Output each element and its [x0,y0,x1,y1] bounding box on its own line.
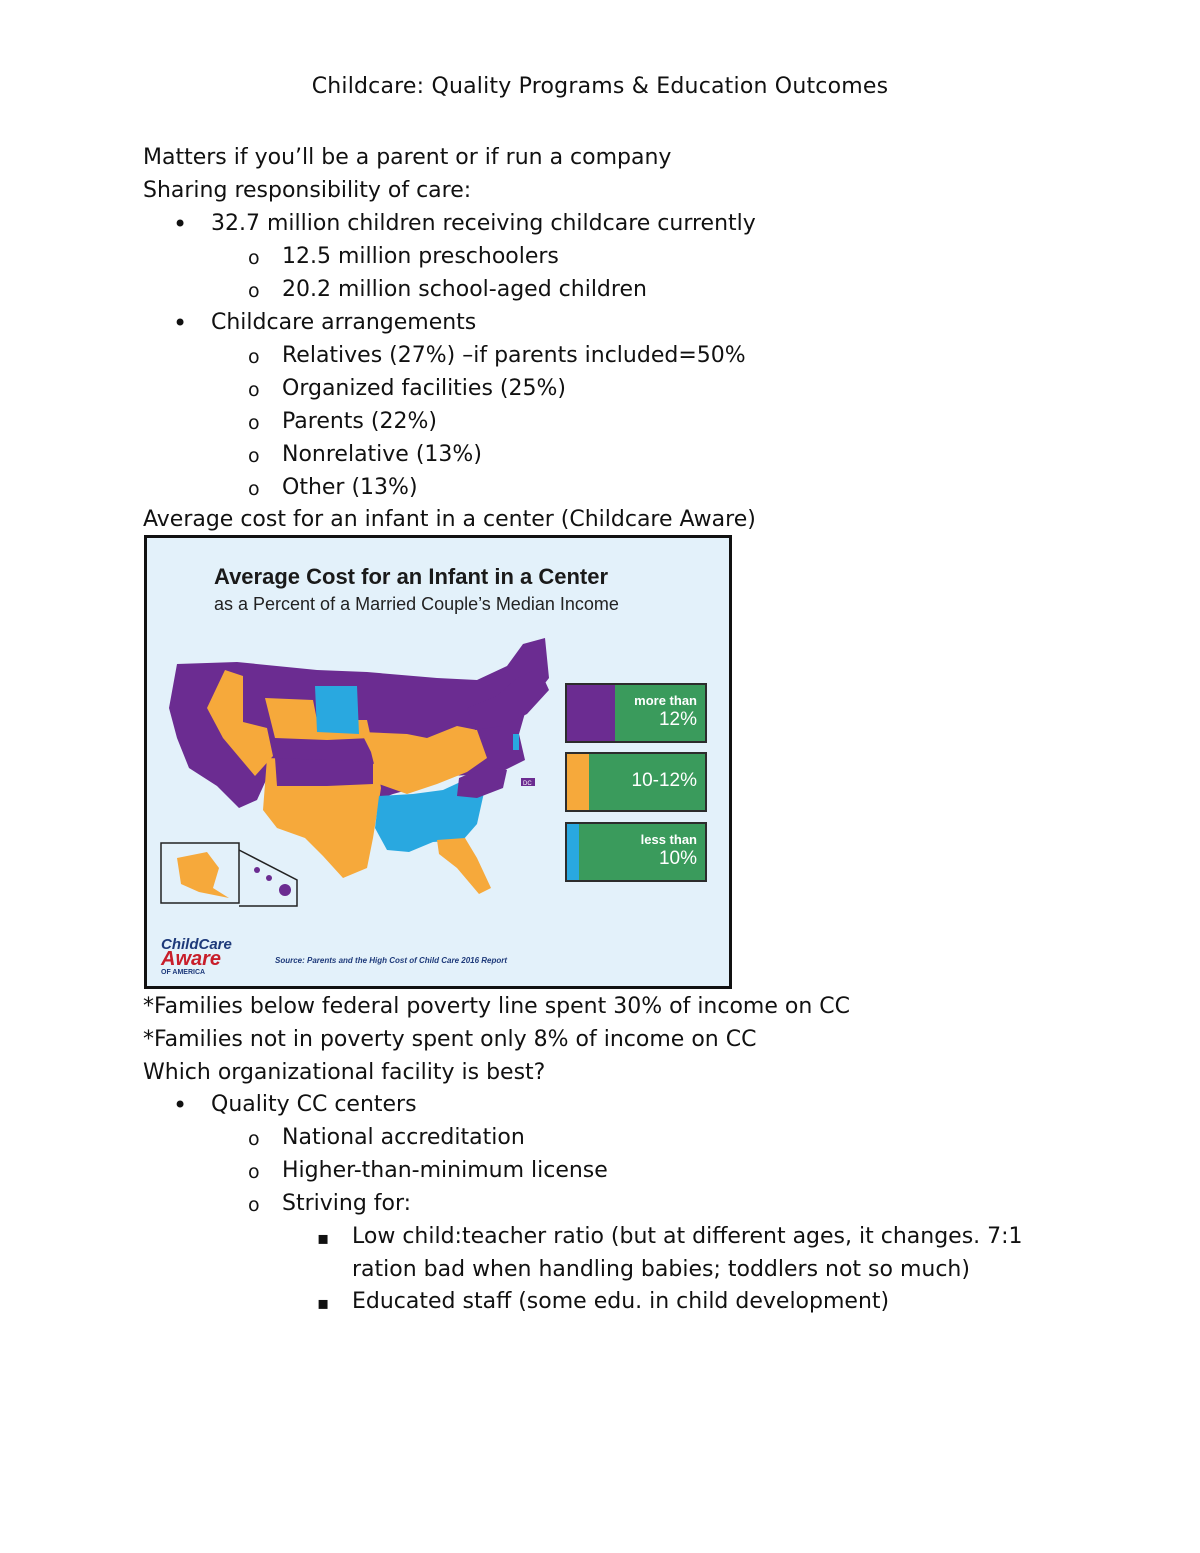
poverty-note: *Families below federal poverty line spent 30% of income on CC [143,994,851,1019]
childcare-aware-logo [161,938,232,980]
bullet-circle-icon [248,408,260,437]
question-line: Which organizational facility is best? [143,1060,546,1085]
sub-item: Striving for: [282,1191,412,1216]
children-bullet: 32.7 million children receiving childcare currently [211,211,756,236]
striving-item: Educated staff (some edu. in child development) [352,1289,890,1314]
map-region-purple [266,875,272,881]
map-region-blue [315,686,359,734]
sub-item: 12.5 million preschoolers [282,244,559,269]
bullet-square-icon [317,1288,329,1318]
bullet-dot-icon [173,210,187,239]
bullet-circle-icon [248,1157,260,1186]
bullet-square-icon [317,1223,329,1253]
figure-source: Source: Parents and the High Cost of Child Care 2016 Report [275,956,508,965]
legend-value: 10% [658,848,697,869]
legend-swatch [567,685,615,741]
legend-more-than-12 [565,683,707,743]
logo-text: OF AMERICA [161,969,206,976]
legend-label: more than [634,693,697,708]
intro-line: Sharing responsibility of care: [143,178,472,203]
legend-10-12 [565,752,707,812]
cost-map-figure [144,535,732,989]
sub-item: Organized facilities (25%) [282,376,566,401]
legend-value: 12% [658,709,697,730]
poverty-note: *Families not in poverty spent only 8% of income on CC [143,1027,757,1052]
sub-item: Higher-than-minimum license [282,1158,608,1183]
intro-line: Matters if you’ll be a parent or if run a company [143,145,672,170]
document-title: Childcare: Quality Programs & Education Outcomes [311,74,889,99]
figure-title: Average Cost for an Infant in a Center [214,564,609,589]
map-region-blue [513,734,519,750]
legend-label: less than [640,832,697,847]
sub-item: Other (13%) [282,475,418,500]
bullet-circle-icon [248,1190,260,1219]
sub-item: Parents (22%) [282,409,437,434]
legend-less-than-10 [565,822,707,882]
dc-label: DC [523,781,532,787]
bullet-dot-icon [173,309,187,338]
bullet-circle-icon [248,375,260,404]
sub-item: 20.2 million school-aged children [282,277,647,302]
bullet-circle-icon [248,1124,260,1153]
figure-subtitle: as a Percent of a Married Couple’s Median Income [214,594,619,614]
sub-item: Relatives (27%) –if parents included=50% [282,343,746,368]
sub-item: Nonrelative (13%) [282,442,482,467]
striving-item: Low child:teacher ratio (but at different ages, it changes. 7:1 [352,1224,1023,1249]
bullet-circle-icon [248,474,260,503]
legend-swatch [567,754,589,810]
map-region-purple [254,867,260,873]
legend-value: 10-12% [631,770,697,791]
striving-item-continued: ration bad when handling babies; toddlers not so much) [352,1257,970,1282]
cost-heading: Average cost for an infant in a center (Childcare Aware) [143,507,756,532]
bullet-circle-icon [248,342,260,371]
bullet-circle-icon [248,441,260,470]
quality-bullet: Quality CC centers [211,1092,417,1117]
sub-item: National accreditation [282,1125,525,1150]
bullet-circle-icon [248,243,260,272]
map-region-orange [177,852,229,898]
bullet-dot-icon [173,1091,187,1120]
map-region-purple [275,758,373,786]
arrangements-bullet: Childcare arrangements [211,310,477,335]
logo-text: Aware [161,948,222,970]
bullet-circle-icon [248,276,260,305]
logo-text: ChildCare [161,936,232,953]
map-region-orange [437,838,491,894]
map-region-purple [279,884,291,896]
legend-swatch [567,824,579,880]
